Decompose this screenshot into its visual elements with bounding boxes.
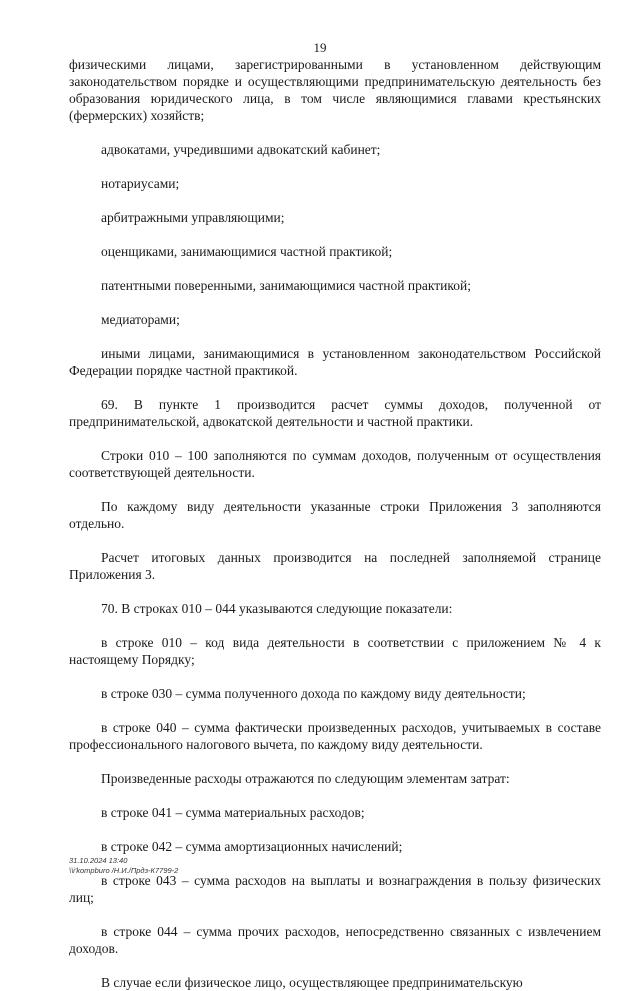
- paragraph-other-persons: иными лицами, занимающимися в установленном законодательством Российской Федерации порядке частной практикой.: [69, 346, 601, 378]
- paragraph-arbitration-managers: арбитражными управляющими;: [101, 210, 285, 225]
- paragraph-line-010: в строке 010 – код вида деятельности в соответствии с приложением № 4 к настоящему Порядку;: [69, 635, 601, 667]
- page-number: 19: [313, 40, 327, 55]
- paragraph-in-case: В случае если физическое лицо, осуществляющее предпринимательскую: [101, 975, 523, 990]
- paragraph-line-041: в строке 041 – сумма материальных расходов;: [101, 805, 365, 820]
- paragraph-line-043: в строке 043 – сумма расходов на выплаты и вознаграждения в пользу физических лиц;: [69, 873, 601, 905]
- footer-timestamp: 31.10.2024 13:40: [69, 856, 128, 865]
- paragraph-intro: физическими лицами, зарегистрированными в установленном действующим законодательством порядке и осуществляющими предпринимательскую деятельность без образования юридического лица, в том числе являющимися главами крестьянских (фермерских) хозяйств;: [69, 57, 601, 123]
- paragraph-line-042: в строке 042 – сумма амортизационных начислений;: [101, 839, 403, 854]
- paragraph-each-activity: По каждому виду деятельности указанные строки Приложения 3 заполняются отдельно.: [69, 499, 601, 531]
- paragraph-line-040: в строке 040 – сумма фактически произведенных расходов, учитываемых в составе профессионального налогового вычета, по каждому виду деятельности.: [69, 720, 601, 752]
- paragraph-notaries: нотариусами;: [101, 176, 180, 191]
- paragraph-item-70: 70. В строках 010 – 044 указываются следующие показатели:: [101, 601, 453, 616]
- document-body: [69, 56, 601, 991]
- paragraph-appraisers: оценщиками, занимающимися частной практикой;: [101, 244, 393, 259]
- paragraph-advocates: адвокатами, учредившими адвокатский кабинет;: [101, 142, 381, 157]
- paragraph-item-69: 69. В пункте 1 производится расчет суммы доходов, полученной от предпринимательской, адвокатской деятельности и частной практики.: [69, 397, 601, 429]
- paragraph-line-030: в строке 030 – сумма полученного дохода по каждому виду деятельности;: [101, 686, 526, 701]
- document-footer: [69, 856, 178, 876]
- paragraph-line-044: в строке 044 – сумма прочих расходов, непосредственно связанных с извлечением доходов.: [69, 924, 601, 956]
- paragraph-patent-attorneys: патентными поверенными, занимающимися частной практикой;: [101, 278, 471, 293]
- footer-file-path: \\i'kompburo /Н.И./Прдз-К7799-2: [69, 866, 179, 875]
- paragraph-lines-010-100: Строки 010 – 100 заполняются по суммам доходов, полученным от осуществления соответствующей деятельности.: [69, 448, 601, 480]
- paragraph-totals: Расчет итоговых данных производится на последней заполняемой странице Приложения 3.: [69, 550, 601, 582]
- paragraph-mediators: медиаторами;: [101, 312, 180, 327]
- paragraph-expense-elements: Произведенные расходы отражаются по следующим элементам затрат:: [101, 771, 510, 786]
